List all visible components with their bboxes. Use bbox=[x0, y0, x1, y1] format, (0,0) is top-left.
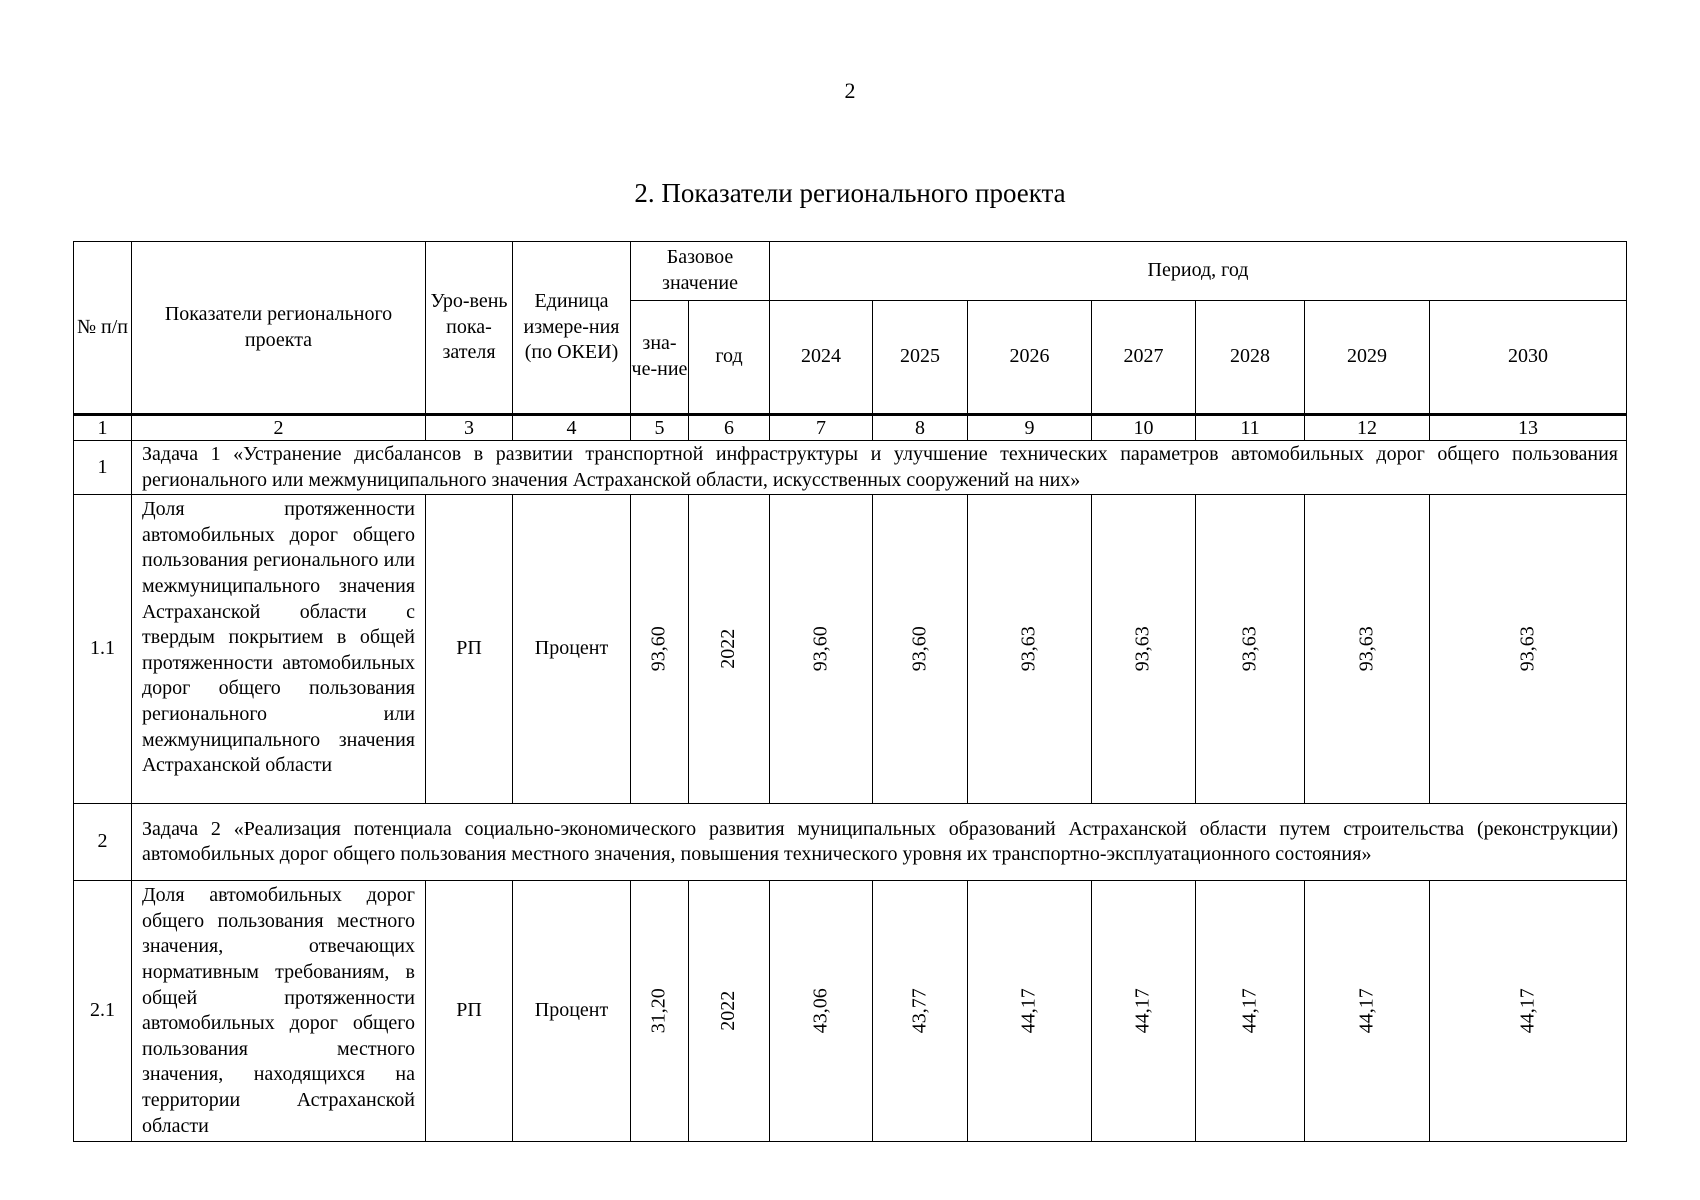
base-year: 2022 bbox=[717, 991, 740, 1032]
period-value-cell bbox=[1092, 495, 1196, 804]
column-number: 11 bbox=[1196, 415, 1305, 441]
period-value-cell bbox=[1092, 881, 1196, 1142]
task-row-2 bbox=[74, 804, 1627, 881]
column-number: 6 bbox=[689, 415, 770, 441]
period-value-cell bbox=[873, 495, 968, 804]
header-year: 2029 bbox=[1305, 301, 1430, 415]
header-num: № п/п bbox=[74, 242, 132, 415]
column-number: 12 bbox=[1305, 415, 1430, 441]
column-number: 9 bbox=[968, 415, 1092, 441]
period-value: 93,63 bbox=[1017, 626, 1040, 672]
header-row-1 bbox=[74, 242, 1627, 301]
period-value-cell bbox=[968, 881, 1092, 1142]
indicator-name-cell bbox=[132, 881, 426, 1142]
page-number: 2 bbox=[844, 78, 856, 103]
header-period: Период, год bbox=[770, 242, 1627, 301]
period-value-cell bbox=[1430, 881, 1627, 1142]
header-year: 2027 bbox=[1092, 301, 1196, 415]
column-numbers-row bbox=[74, 415, 1627, 441]
column-number: 1 bbox=[74, 415, 132, 441]
column-number: 5 bbox=[631, 415, 689, 441]
task-text: Задача 1 «Устранение дисбалансов в развитии транспортной инфраструктуры и улучшение технических параметров автомобильных дорог общего пользования регионального или межмуниципального значения Астраханской области, искусственных сооружений на них» bbox=[142, 443, 1619, 491]
period-value: 93,60 bbox=[809, 626, 832, 672]
period-value: 43,06 bbox=[809, 988, 832, 1034]
period-value: 44,17 bbox=[1355, 988, 1378, 1034]
column-number: 8 bbox=[873, 415, 968, 441]
base-value-cell bbox=[631, 495, 689, 804]
header-year: 2028 bbox=[1196, 301, 1305, 415]
task-cell bbox=[132, 804, 1627, 881]
header-year: 2026 bbox=[968, 301, 1092, 415]
task-text: Задача 2 «Реализация потенциала социально-экономического развития муниципальных образований Астраханской области путем строительства (реконструкции) автомобильных дорог общего пользования местного значения, повышения технического уровня их транспортно-эксплуатационного состояния» bbox=[142, 817, 1619, 866]
base-value-cell bbox=[631, 881, 689, 1142]
indicators-table bbox=[73, 241, 1627, 1142]
period-value-cell bbox=[1196, 881, 1305, 1142]
period-value: 93,63 bbox=[1355, 626, 1378, 672]
header-base-value: зна-че-ние bbox=[631, 301, 689, 415]
header-base: Базовое значение bbox=[631, 242, 770, 301]
period-value-cell bbox=[1196, 495, 1305, 804]
indicator-row-2-1 bbox=[74, 881, 1627, 1142]
task-number: 1 bbox=[74, 441, 132, 495]
header-year: 2025 bbox=[873, 301, 968, 415]
base-value: 31,20 bbox=[647, 988, 670, 1034]
column-number: 2 bbox=[132, 415, 426, 441]
base-year-cell bbox=[689, 881, 770, 1142]
header-unit: Единица измере-ния (по ОКЕИ) bbox=[513, 242, 631, 415]
column-number: 7 bbox=[770, 415, 873, 441]
period-value: 44,17 bbox=[1238, 988, 1261, 1034]
task-number: 2 bbox=[74, 804, 132, 881]
task-cell bbox=[132, 441, 1627, 495]
indicator-number: 1.1 bbox=[74, 495, 132, 804]
indicator-name: Доля автомобильных дорог общего пользования местного значения, отвечающих нормативным требованиям, в общей протяженности автомобильных дорог общего пользования местного значения, находящихся на территории Астраханской области bbox=[142, 884, 415, 1137]
indicator-number: 2.1 bbox=[74, 881, 132, 1142]
column-number: 13 bbox=[1430, 415, 1627, 441]
base-year: 2022 bbox=[717, 629, 740, 670]
indicator-row-1-1 bbox=[74, 495, 1627, 804]
column-number: 4 bbox=[513, 415, 631, 441]
period-value-cell bbox=[1430, 495, 1627, 804]
indicator-level: РП bbox=[426, 881, 513, 1142]
base-year-cell bbox=[689, 495, 770, 804]
header-year: 2030 bbox=[1430, 301, 1627, 415]
period-value: 44,17 bbox=[1516, 988, 1539, 1034]
indicator-name-cell bbox=[132, 495, 426, 804]
indicator-unit: Процент bbox=[513, 881, 631, 1142]
header-year: 2024 bbox=[770, 301, 873, 415]
column-number: 10 bbox=[1092, 415, 1196, 441]
period-value: 93,63 bbox=[1131, 626, 1154, 672]
period-value-cell bbox=[770, 495, 873, 804]
period-value-cell bbox=[873, 881, 968, 1142]
header-base-year: год bbox=[689, 301, 770, 415]
indicator-unit: Процент bbox=[513, 495, 631, 804]
period-value-cell bbox=[1305, 881, 1430, 1142]
period-value-cell bbox=[770, 881, 873, 1142]
task-row-1 bbox=[74, 441, 1627, 495]
period-value: 44,17 bbox=[1131, 988, 1154, 1034]
period-value-cell bbox=[1305, 495, 1430, 804]
header-indicator: Показатели регионального проекта bbox=[132, 242, 426, 415]
base-value: 93,60 bbox=[647, 626, 670, 672]
period-value: 93,60 bbox=[908, 626, 931, 672]
period-value-cell bbox=[968, 495, 1092, 804]
period-value: 43,77 bbox=[908, 988, 931, 1034]
period-value: 93,63 bbox=[1238, 626, 1261, 672]
indicator-level: РП bbox=[426, 495, 513, 804]
indicator-name: Доля протяженности автомобильных дорог общего пользования регионального или межмуниципального значения Астраханской области с твердым покрытием в общей протяженности автомобильных дорог общего пользования регионального или межмуниципального значения Астраханской области bbox=[142, 498, 415, 777]
header-level: Уро-вень пока-зателя bbox=[426, 242, 513, 415]
period-value: 44,17 bbox=[1017, 988, 1040, 1034]
page-title: 2. Показатели регионального проекта bbox=[634, 178, 1066, 208]
column-number: 3 bbox=[426, 415, 513, 441]
period-value: 93,63 bbox=[1516, 626, 1539, 672]
